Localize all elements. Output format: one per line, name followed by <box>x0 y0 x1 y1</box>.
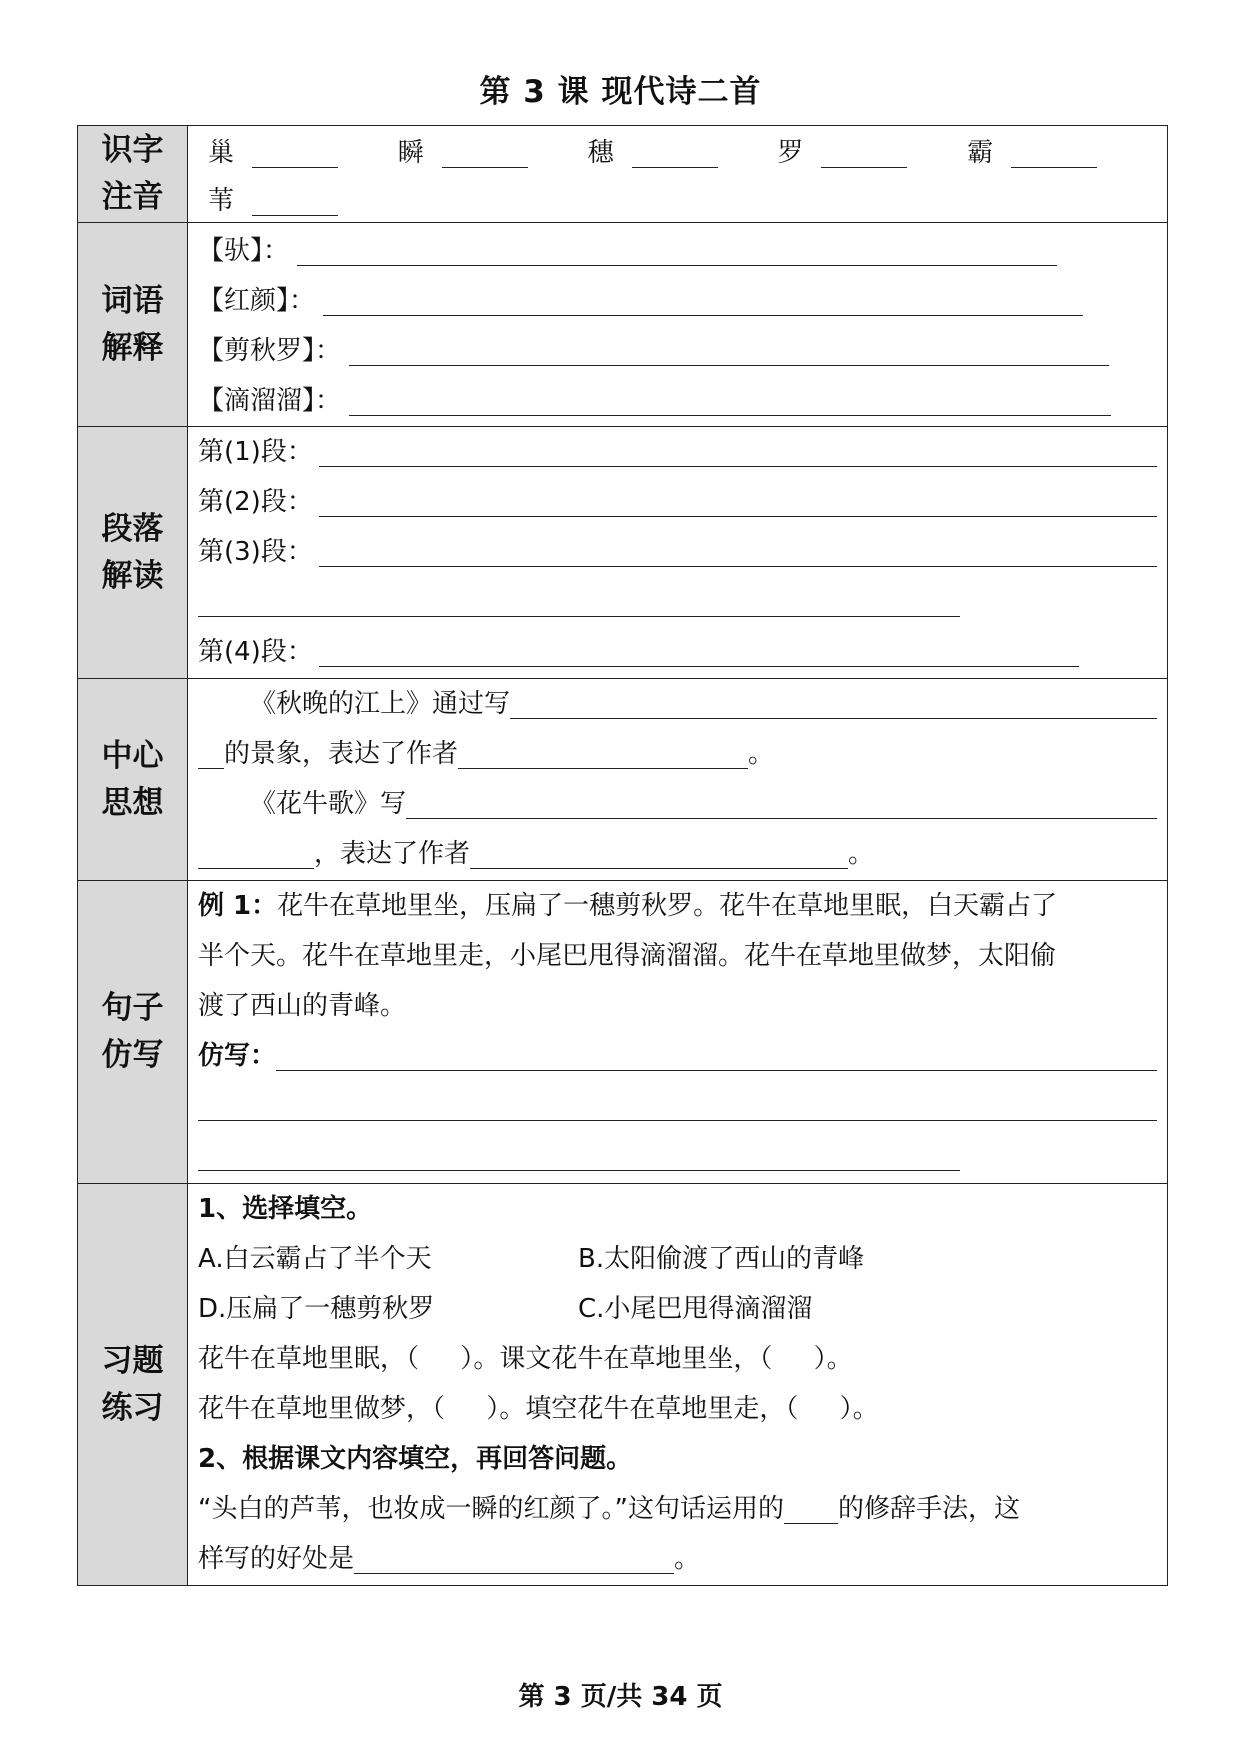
pinyin-item: 苇 <box>208 180 398 217</box>
paragraph-line: 第(2)段： <box>198 477 1157 527</box>
example-line: 半个天。花牛在草地里走，小尾巴甩得滴溜溜。花牛在草地里做梦，太阳偷 <box>198 941 1057 971</box>
theme-blank[interactable] <box>458 734 748 769</box>
row-exercise <box>78 1184 1168 1586</box>
label-paragraphs: 段落 解读 <box>78 427 188 679</box>
imitate-blank[interactable] <box>198 1136 960 1171</box>
pinyin-blank[interactable] <box>632 147 718 168</box>
theme-line: 《秋晚的江上》通过写 <box>198 679 1157 729</box>
word-blank[interactable] <box>349 331 1109 366</box>
option-a: A.白云霸占了半个天 <box>198 1244 432 1274</box>
label-imitate: 句子 仿写 <box>78 881 188 1184</box>
paragraph-blank[interactable] <box>319 432 1157 467</box>
pinyin-item: 霸 <box>967 132 1157 169</box>
pinyin-item: 瞬 <box>398 132 588 169</box>
worksheet-table <box>77 125 1168 1586</box>
option-c: C.小尾巴甩得滴溜溜 <box>578 1294 813 1324</box>
imitate-content <box>188 881 1168 1184</box>
imitate-line <box>198 1131 1157 1181</box>
paragraph-blank[interactable] <box>319 532 1157 567</box>
rhetoric-blank[interactable] <box>784 1489 838 1524</box>
pinyin-blank[interactable] <box>442 147 528 168</box>
word-line: 【滴溜溜】： <box>198 376 1157 426</box>
imitate-line: 仿写： <box>198 1031 1157 1081</box>
theme-line: 《花牛歌》写 <box>198 779 1157 829</box>
pinyin-item: 罗 <box>777 132 967 169</box>
imitate-blank[interactable] <box>198 1086 1157 1121</box>
theme-line: ，表达了作者 。 <box>198 829 1157 879</box>
paragraph-blank[interactable] <box>319 482 1157 517</box>
option-b: B.太阳偷渡了西山的青峰 <box>578 1244 865 1274</box>
exercise-content <box>188 1184 1168 1586</box>
question-line: 样写的好处是 。 <box>198 1534 1157 1584</box>
label-words: 词语 解释 <box>78 223 188 427</box>
question-title: 1、选择填空。 <box>198 1194 373 1224</box>
page-title: 第 3 课 现代诗二首 <box>479 74 762 110</box>
example-line: 渡了西山的青峰。 <box>198 991 407 1021</box>
question-line: “头白的芦苇，也妆成一瞬的红颜了。”这句话运用的 的修辞手法，这 <box>198 1484 1157 1534</box>
pinyin-blank[interactable] <box>252 147 338 168</box>
row-theme <box>78 679 1168 881</box>
paragraphs-content <box>188 427 1168 679</box>
benefit-blank[interactable] <box>354 1539 674 1574</box>
theme-line: 的景象，表达了作者 。 <box>198 729 1157 779</box>
pinyin-blank[interactable] <box>821 147 907 168</box>
row-imitate <box>78 881 1168 1184</box>
option-d: D.压扁了一穗剪秋罗 <box>198 1294 435 1324</box>
pinyin-item: 穗 <box>588 132 778 169</box>
theme-blank[interactable] <box>470 834 848 869</box>
word-line: 【红颜】： <box>198 276 1157 326</box>
theme-blank[interactable] <box>406 784 1157 819</box>
paragraph-blank[interactable] <box>198 582 960 617</box>
theme-blank[interactable] <box>510 684 1157 719</box>
options-line <box>198 1284 1157 1334</box>
words-content <box>188 223 1168 427</box>
fill-line: 花牛在草地里做梦，（ ）。填空花牛在草地里走，（ ）。 <box>198 1394 879 1424</box>
row-paragraphs <box>78 427 1168 679</box>
pinyin-content <box>188 126 1168 223</box>
word-blank[interactable] <box>349 381 1111 416</box>
theme-content <box>188 679 1168 881</box>
imitate-blank[interactable] <box>276 1036 1157 1071</box>
paragraph-line: 第(3)段： <box>198 527 1157 577</box>
page-footer: 第 3 页/共 34 页 <box>518 1682 723 1712</box>
options-line <box>198 1234 1157 1284</box>
paragraph-line: 第(1)段： <box>198 427 1157 477</box>
theme-blank[interactable] <box>198 734 224 769</box>
paragraph-line: 第(4)段： <box>198 627 1157 677</box>
label-pinyin: 识字 注音 <box>78 126 188 223</box>
pinyin-item: 巢 <box>208 132 398 169</box>
paragraph-line <box>198 577 1157 627</box>
row-words <box>78 223 1168 427</box>
word-blank[interactable] <box>323 281 1083 316</box>
fill-line: 花牛在草地里眠，（ ）。课文花牛在草地里坐，（ ）。 <box>198 1344 853 1374</box>
theme-blank[interactable] <box>198 834 314 869</box>
imitate-line <box>198 1081 1157 1131</box>
label-theme: 中心 思想 <box>78 679 188 881</box>
question-title: 2、根据课文内容填空，再回答问题。 <box>198 1444 633 1474</box>
pinyin-blank[interactable] <box>1011 147 1097 168</box>
word-blank[interactable] <box>297 231 1057 266</box>
label-exercise: 习题 练习 <box>78 1184 188 1586</box>
paragraph-blank[interactable] <box>319 632 1079 667</box>
example-line: 例 1： 花牛在草地里坐，压扁了一穗剪秋罗。花牛在草地里眠，白天霸占了 <box>198 891 1058 921</box>
word-line: 【驮】： <box>198 226 1157 276</box>
row-pinyin <box>78 126 1168 223</box>
word-line: 【剪秋罗】： <box>198 326 1157 376</box>
pinyin-blank[interactable] <box>252 195 338 216</box>
